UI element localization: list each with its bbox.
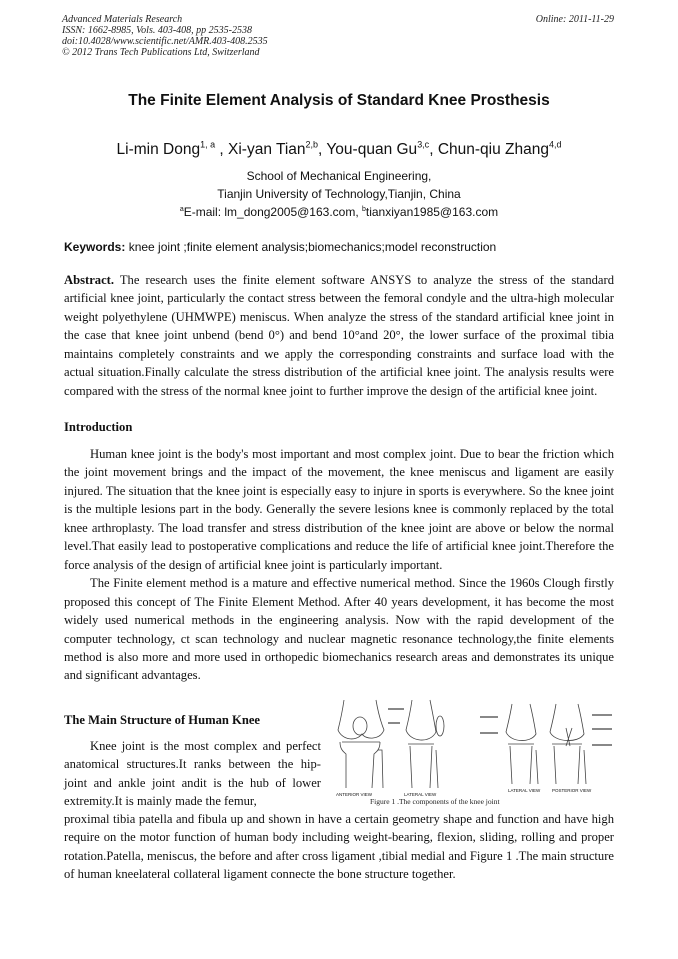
main-structure-column-text: Knee joint is the most complex and perfect anatomical structures.It ranks between the hip-joint and ankle joint andit is the hub of lower extremity.It is mainly made the femur, <box>64 739 321 809</box>
main-structure-continued-text: proximal tibia patella and fibula up and shown in have a certain geometry shape and function and have high require on the motor function of human body including weight-bearing, flexion, sliding, rolling and proper rotation.Patella, meniscus, the before and after cross ligament ,tibial medial and Figure 1 .The main structure of human kneelateral collateral ligament connecte the bone structure together. <box>64 812 614 882</box>
keywords-label: Keywords: <box>64 240 126 254</box>
figure-view-label-posterior: POSTERIOR VIEW <box>552 788 592 793</box>
email-mark: a <box>179 206 184 214</box>
journal-header <box>62 14 614 58</box>
keywords-line <box>64 240 616 254</box>
author-name: Li-min Dong <box>116 141 201 158</box>
figure-caption: Figure 1 .The components of the knee joint <box>370 797 500 806</box>
author-affiliation-mark: 1, a <box>200 139 216 150</box>
abstract-text: The research uses the finite element software ANSYS to analyze the stress of the standard artificial knee joint, particularly the contact stress between the femoral condyle and the ultra-high molecular weight polyethylene (UHMWPE) meniscus. When analyze the stress of the standard artificial knee joint in the case that knee joint unbend (bend 0°) and bend 10°and 20°, the lower surface of the proximal tibia maintains completely constraints and we apply the corresponding constraints and surface load with the actual situation.Finally calculate the stress distribution of the artificial knee joint. The analysis results were compared with the stress of the normal knee joint to further improve the design of the artificial knee joint. <box>64 273 614 398</box>
author-list: Li-min Dong$^{1, a}$ , Xi-yan Tian$^{2,b}$, You-quan Gu$^{3,c}$, Chun-qiu Zhang$^{4,d}$ <box>116 139 562 158</box>
intro-paragraph-1: Human knee joint is the body's most important and most complex joint. Due to bear the friction which the joint movement brings and the impact of the movement, the knee meniscus and ligament are easily injured. The situation that the knee joint is especially easy to injure in sports is everywhere. So the knee joint is the multiple lesions part in the body. Generally the severe lesions knee is commonly replaced by the total knee arthroplasty. The load transfer and stress distribution of the knee joint are above or below the normal level.That easily lead to postoperative complications and reduce the life of artificial knee joint.Therefore the force analysis of the design of artificial knee joint is particularly important. <box>64 447 614 572</box>
figure-view-label-anterior: ANTERIOR VIEW <box>336 792 373 797</box>
journal-name: Advanced Materials Research <box>62 14 183 25</box>
section-heading-introduction: Introduction <box>64 420 133 434</box>
author-affiliation-mark: 2,b <box>305 139 319 150</box>
email-b: tianxiyan1985@163.com <box>365 205 499 219</box>
journal-issn: ISSN: 1662-8985, Vols. 403-408, pp 2535-2538 <box>62 25 252 36</box>
affiliation-block <box>0 167 678 221</box>
figure-view-label-lateral-2: LATERAL VIEW <box>508 788 541 793</box>
abstract-paragraph <box>64 271 614 400</box>
affiliation-school: School of Mechanical Engineering, <box>246 169 432 183</box>
abstract-label: Abstract. <box>64 273 115 287</box>
author-name: Chun-qiu Zhang <box>437 141 549 158</box>
knee-anatomy-illustration-icon <box>330 698 620 798</box>
figure-view-label-lateral: LATERAL VIEW <box>404 792 437 797</box>
author-affiliation-mark: 4,d <box>548 139 562 150</box>
contact-emails <box>0 203 678 221</box>
section-heading-main-structure: The Main Structure of Human Knee <box>64 713 261 727</box>
email-mark: b <box>362 206 366 214</box>
affiliation-university: Tianjin University of Technology,Tianjin, China <box>217 187 461 201</box>
online-date: Online: 2011-11-29 <box>535 14 614 25</box>
author-affiliation-mark: 3,c <box>417 139 430 150</box>
author-name: Xi-yan Tian <box>228 141 306 158</box>
email-a: E-mail: lm_dong2005@163.com, <box>183 205 359 219</box>
journal-copyright: © 2012 Trans Tech Publications Ltd, Switzerland <box>62 47 260 58</box>
paper-title: The Finite Element Analysis of Standard Knee Prosthesis <box>128 92 550 109</box>
introduction-body <box>64 445 614 685</box>
intro-paragraph-2: The Finite element method is a mature and effective numerical method. Since the 1960s Clough firstly proposed this concept of The Finite Element Method. After 40 years development, it has become the most widely used numerical methods in the engineering analysis. Now with the rapid development of the computer technology, ct scan technology and nuclear magnetic resonance technology,the finite elements method is also more and more used in orthopedic biomechanics research areas and demonstrates its unique and significant advantages. <box>64 576 614 683</box>
author-name: You-quan Gu <box>326 141 418 158</box>
keywords-text: knee joint ;finite element analysis;biomechanics;model reconstruction <box>128 240 497 254</box>
journal-doi: doi:10.4028/www.scientific.net/AMR.403-408.2535 <box>62 36 268 47</box>
